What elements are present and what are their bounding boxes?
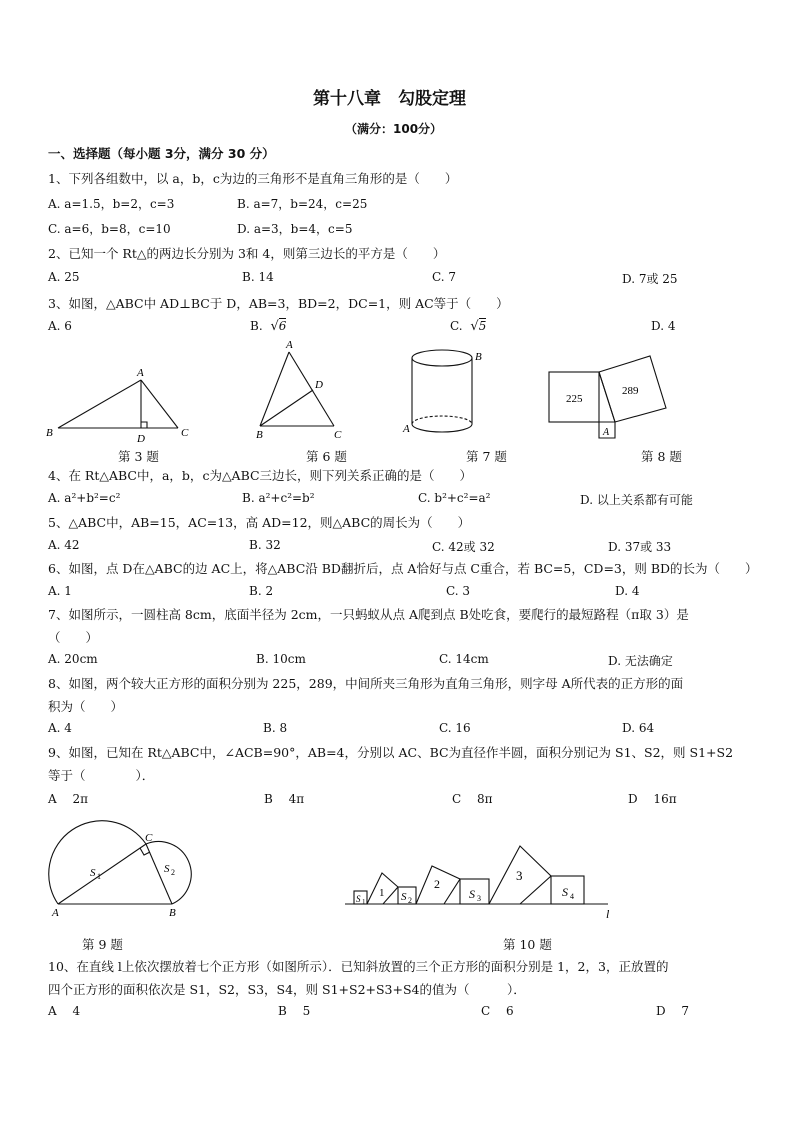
fig9-label-a: A — [52, 907, 59, 919]
fig10-label-s4: S — [562, 885, 568, 899]
fig9-label-s1: S — [90, 867, 96, 879]
fig6-label-a: A — [286, 339, 293, 351]
q5-stem: 5、△ABC中，AB=15，AC=13，高 AD=12，则△ABC的周长为（ ） — [48, 515, 471, 530]
q3-option-a: A. 6 — [48, 319, 72, 333]
full-score-note: （满分：100分） — [345, 122, 443, 136]
fig7-label-a: A — [403, 423, 410, 435]
q1-option-d: D. a=3，b=4，c=5 — [237, 222, 353, 236]
q3-stem: 3、如图，△ABC中 AD⊥BC于 D，AB=3，BD=2，DC=1，则 AC等于（ ） — [48, 296, 509, 311]
figure-9-semicircles — [49, 821, 191, 904]
fig9-label-c: C — [145, 832, 153, 844]
fig8-label-a: A — [603, 427, 610, 438]
caption-fig6: 第 6 题 — [306, 449, 347, 464]
q3-option-c-radicand: 5 — [478, 319, 487, 333]
fig10-label-l: l — [606, 907, 610, 921]
q8-stem: 8、如图，两个较大正方形的面积分别为 225，289，中间所夹三角形为直角三角形，则字母 A所代表的正方形的面 — [48, 676, 684, 691]
fig3-label-b: B — [46, 427, 53, 439]
fig7-label-b: B — [475, 351, 482, 363]
q8-option-c: C. 16 — [439, 721, 471, 735]
caption-fig10: 第 10 题 — [503, 937, 552, 952]
fig8-area-225: 225 — [566, 393, 583, 405]
q7-option-d: D. 无法确定 — [608, 654, 673, 668]
q3-option-b — [250, 319, 286, 334]
q4-option-a: A. a²+b²=c² — [48, 491, 121, 505]
sqrt-symbol: √ — [270, 319, 279, 334]
q4-stem: 4、在 Rt△ABC中，a，b，c为△ABC三边长，则下列关系正确的是（ ） — [48, 468, 473, 483]
q2-option-a: A. 25 — [48, 270, 80, 284]
q10-stem-cont: 四个正方形的面积依次是 S1，S2，S3，S4，则 S1+S2+S3+S4的值为（ ）． — [48, 982, 526, 997]
fig9-label-s2-sub: 2 — [171, 868, 175, 877]
q8-option-b: B. 8 — [263, 721, 288, 735]
fig10-label-s1-sub: 1 — [362, 898, 366, 906]
q9-option-a: A 2π — [48, 792, 89, 806]
q1-option-b: B. a=7，b=24，c=25 — [237, 197, 368, 211]
q8-stem-cont: 积为（ ） — [48, 699, 124, 714]
figure-3-triangle — [58, 380, 178, 428]
page-title: 第十八章 勾股定理 — [313, 89, 466, 109]
fig6-label-c: C — [334, 429, 342, 441]
fig10-label-1: 1 — [379, 887, 385, 899]
q7-stem: 7、如图所示，一圆柱高 8cm，底面半径为 2cm，一只蚂蚁从点 A爬到点 B处吃食，要爬行的最短路程（π取 3）是 — [48, 607, 689, 622]
fig9-label-s2: S — [164, 863, 170, 875]
q7-option-a: A. 20cm — [48, 652, 98, 666]
caption-fig8: 第 8 题 — [641, 449, 682, 464]
fig10-label-s4-sub: 4 — [570, 892, 574, 901]
fig9-label-s1-sub: 1 — [97, 872, 101, 881]
q10-stem: 10、在直线 l上依次摆放着七个正方形（如图所示）．已知斜放置的三个正方形的面积分别是 1，2，3，正放置的 — [48, 959, 669, 974]
q6-option-a: A. 1 — [48, 584, 72, 598]
figure-7-cylinder — [412, 350, 472, 432]
q4-option-b: B. a²+c²=b² — [242, 491, 315, 505]
fig3-label-c: C — [181, 427, 189, 439]
q2-option-b: B. 14 — [242, 270, 274, 284]
fig10-label-s3-sub: 3 — [477, 894, 481, 903]
q6-option-c: C. 3 — [446, 584, 471, 598]
q1-option-a: A. a=1.5，b=2，c=3 — [48, 197, 175, 211]
caption-fig7: 第 7 题 — [466, 449, 507, 464]
q7-option-b: B. 10cm — [256, 652, 306, 666]
q1-stem: 1、下列各组数中，以 a，b，c为边的三角形不是直角三角形的是（ ） — [48, 171, 458, 186]
q9-option-b: B 4π — [264, 792, 305, 806]
q3-option-b-letter: B. — [250, 319, 263, 333]
q7-option-c: C. 14cm — [439, 652, 489, 666]
q2-option-c: C. 7 — [432, 270, 457, 284]
q5-option-b: B. 32 — [249, 538, 281, 552]
q10-option-b: B 5 — [278, 1004, 311, 1018]
caption-fig3: 第 3 题 — [118, 449, 159, 464]
q2-option-d: D. 7或 25 — [622, 272, 678, 286]
q9-option-d: D 16π — [628, 792, 677, 806]
q8-option-d: D. 64 — [622, 721, 655, 735]
q3-option-d: D. 4 — [651, 319, 676, 333]
q10-option-a: A 4 — [48, 1004, 81, 1018]
fig10-label-s2: S — [401, 891, 407, 903]
caption-fig9: 第 9 题 — [82, 937, 123, 952]
q3-option-c-letter: C. — [450, 319, 463, 333]
q6-option-d: D. 4 — [615, 584, 640, 598]
q9-stem: 9、如图，已知在 Rt△ABC中，∠ACB=90°，AB=4，分别以 AC、BC为直径作半圆，面积分别记为 S1、S2，则 S1+S2 — [48, 745, 734, 760]
fig10-label-s3: S — [469, 887, 475, 901]
fig9-label-b: B — [169, 907, 176, 919]
q1-option-c: C. a=6，b=8，c=10 — [48, 222, 171, 236]
fig8-area-289: 289 — [622, 385, 639, 397]
q2-stem: 2、已知一个 Rt△的两边长分别为 3和 4，则第三边长的平方是（ ） — [48, 246, 446, 261]
q4-option-c: C. b²+c²=a² — [418, 491, 491, 505]
fig3-label-a: A — [137, 367, 144, 379]
section-heading: 一、选择题（每小题 3分，满分 30 分） — [48, 146, 275, 161]
fig10-label-2: 2 — [434, 877, 440, 891]
q3-option-b-radicand: 6 — [278, 319, 287, 333]
fig10-label-3: 3 — [516, 868, 523, 883]
fig10-label-s2-sub: 2 — [408, 896, 412, 905]
fig10-label-s1: S — [356, 894, 361, 904]
q4-option-d: D. 以上关系都有可能 — [580, 493, 693, 507]
sqrt-symbol: √ — [470, 319, 479, 334]
q7-stem-cont: （ ） — [48, 630, 99, 645]
q10-option-c: C 6 — [481, 1004, 514, 1018]
q10-option-d: D 7 — [656, 1004, 690, 1018]
q5-option-d: D. 37或 33 — [608, 540, 672, 554]
figure-row-2 — [0, 820, 794, 930]
q9-option-c: C 8π — [452, 792, 493, 806]
q9-stem-cont: 等于（ ）． — [48, 768, 155, 783]
fig6-label-d: D — [315, 379, 323, 391]
fig3-label-d: D — [137, 433, 145, 445]
q5-option-a: A. 42 — [48, 538, 80, 552]
q6-stem: 6、如图，点 D在△ABC的边 AC上，将△ABC沿 BD翻折后，点 A恰好与点 C重合，若 BC=5，CD=3，则 BD的长为（ ） — [48, 561, 758, 576]
q6-option-b: B. 2 — [249, 584, 274, 598]
q5-option-c: C. 42或 32 — [432, 540, 495, 554]
q8-option-a: A. 4 — [48, 721, 72, 735]
q3-option-c — [450, 319, 486, 334]
fig6-label-b: B — [256, 429, 263, 441]
